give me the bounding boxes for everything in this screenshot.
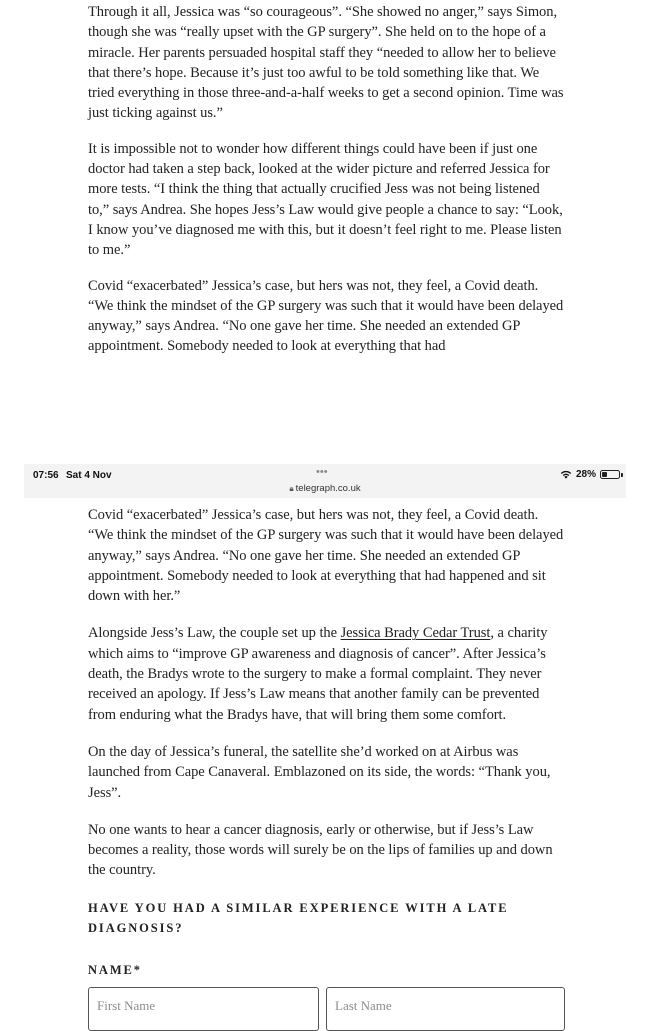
article-paragraph	[88, 623, 564, 724]
browser-status-bar	[24, 464, 626, 498]
lock-icon: 🔒︎	[289, 484, 294, 493]
address-url: telegraph.co.uk	[295, 483, 361, 494]
multitasking-dots-icon[interactable]: •••	[316, 466, 328, 478]
first-name-input[interactable]	[88, 987, 319, 1031]
status-date: Sat 4 Nov	[66, 470, 112, 481]
status-time: 07:56	[33, 470, 59, 481]
battery-level	[602, 472, 607, 477]
wifi-icon	[560, 470, 572, 479]
battery-icon	[600, 470, 620, 479]
status-indicators	[560, 469, 620, 480]
article-paragraph: Through it all, Jessica was “so courageous”. “She showed no anger,” says Simon, though she was “really upset with the GP surgery”. She held on to the hope of a miracle. Her parents persuaded hospital staff they “needed to allow her to believe that there’s hope. Because it’s just too awful to be told something like that. We tried everything in those three-and-a-half weeks to get a second opinion. Time was just ticking against us.”	[88, 4, 564, 122]
paragraph-text: , a charity which aims to “improve GP awareness and diagnosis of cancer”. After Jessica’s death, the Bradys wrote to the surgery to make a formal complaint. They never received an apology. If Jess’s Law means that another family can be prevented from enduring what the Bradys have, that will bring them some comfort.	[88, 625, 548, 723]
article-paragraph: No one wants to hear a cancer diagnosis, early or otherwise, but if Jess’s Law becomes a reality, those words will surely be on the lips of families up and down the country.	[88, 821, 553, 879]
article-paragraph: On the day of Jessica’s funeral, the satellite she’d worked on at Airbus was launched from Cape Canaveral. Emblazoned on its side, the words: “Thank you, Jess”.	[88, 743, 551, 801]
name-label: NAME*	[88, 963, 142, 977]
article-paragraph: It is impossible not to wonder how different things could have been if just one doctor had taken a step back, looked at the wider picture and referred Jessica for more tests. “I think the thing that actually crucified Jess was not being listened to,” says Andrea. She hopes Jess’s Law would give people a chance to say: “Look, I know you’ve diagnosed me with this, but it doesn’t feel right to me. Please listen to me.”	[88, 140, 563, 259]
article-paragraph: Covid “exacerbated” Jessica’s case, but hers was not, they feel, a Covid death. “We think the mindset of the GP surgery was such that it would have been delayed anyway,” says Andrea. “No one gave her time. She needed an extended GP appointment. Somebody needed to look at everything that had	[88, 277, 564, 355]
paragraph-text: Alongside Jess’s Law, the couple set up the	[88, 625, 341, 642]
cedar-trust-link[interactable]: Jessica Brady Cedar Trust	[340, 625, 491, 642]
article-body-top	[88, 2, 564, 357]
battery-percent: 28%	[575, 469, 596, 480]
address-bar[interactable]	[24, 483, 626, 494]
form-heading: HAVE YOU HAD A SIMILAR EXPERIENCE WITH A LATE DIAGNOSIS?	[88, 901, 509, 935]
last-name-input[interactable]	[326, 987, 565, 1031]
article-body-bottom	[88, 505, 564, 881]
article-paragraph: Covid “exacerbated” Jessica’s case, but hers was not, they feel, a Covid death. “We think the mindset of the GP surgery was such that it would have been delayed anyway,” says Andrea. “No one gave her time. She needed an extended GP appointment. Somebody needed to look at everything that had happened and sit down with her.”	[88, 507, 564, 605]
